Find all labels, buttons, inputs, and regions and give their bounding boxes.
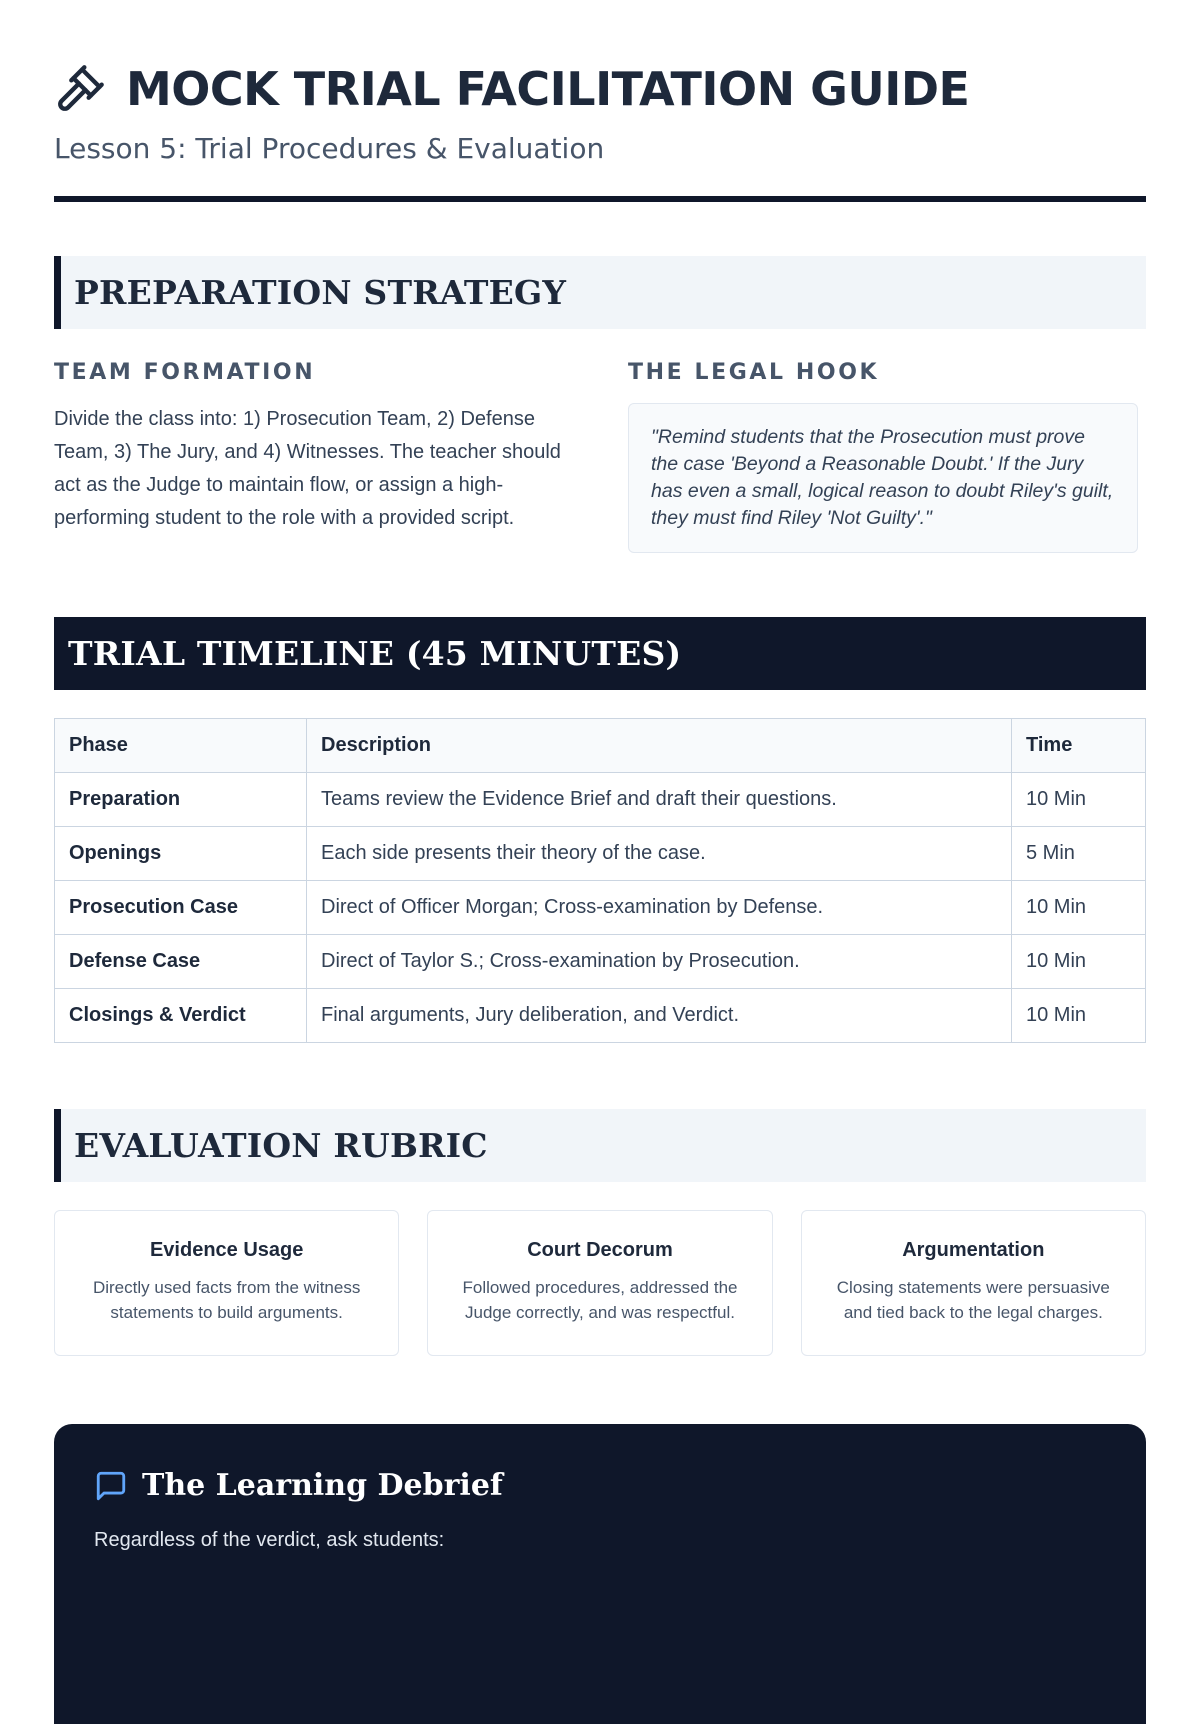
learning-debrief-panel	[54, 1424, 1146, 1724]
legal-hook-quote: "Remind students that the Prosecution must prove the case 'Beyond a Reasonable Doubt.' If the Jury has even a small, logical reason to doubt Riley's guilt, they must find Riley 'Not Guilty'."	[628, 403, 1138, 553]
description-cell: Teams review the Evidence Brief and draft their questions.	[307, 773, 1012, 827]
phase-cell: Defense Case	[55, 935, 307, 989]
time-cell: 10 Min	[1012, 935, 1146, 989]
time-cell: 5 Min	[1012, 827, 1146, 881]
table-row	[55, 935, 1146, 989]
gavel-icon	[54, 63, 106, 115]
table-header-row	[55, 719, 1146, 773]
rubric-card-title: Court Decorum	[527, 1239, 673, 1261]
legal-hook-heading: THE LEGAL HOOK	[628, 360, 880, 385]
time-cell: 10 Min	[1012, 881, 1146, 935]
preparation-heading: PREPARATION STRATEGY	[74, 273, 567, 312]
rubric-card-evidence-usage	[54, 1210, 399, 1356]
table-row	[55, 773, 1146, 827]
debrief-title: The Learning Debrief	[142, 1468, 503, 1503]
phase-cell: Openings	[55, 827, 307, 881]
description-cell: Final arguments, Jury deliberation, and Verdict.	[307, 989, 1012, 1043]
table-row	[55, 827, 1146, 881]
rubric-heading-bar	[54, 1109, 1146, 1182]
debrief-intro: Regardless of the verdict, ask students:	[94, 1529, 445, 1551]
team-formation-text: Divide the class into: 1) Prosecution Team, 2) Defense Team, 3) The Jury, and 4) Witnesses. The teacher should act as the Judge to maintain flow, or assign a high-performing student to the role with a provided script.	[54, 408, 561, 529]
column-header-description: Description	[307, 719, 1012, 773]
document-subtitle: Lesson 5: Trial Procedures & Evaluation	[54, 132, 605, 165]
timeline-heading-bar	[54, 617, 1146, 690]
rubric-card-text: Followed procedures, addressed the Judge correctly, and was respectful.	[462, 1278, 738, 1322]
header-divider	[54, 196, 1146, 202]
phase-cell: Prosecution Case	[55, 881, 307, 935]
timeline-heading: TRIAL TIMELINE (45 MINUTES)	[68, 634, 682, 673]
rubric-card-text: Closing statements were persuasive and tied back to the legal charges.	[836, 1278, 1110, 1322]
chat-bubble-icon	[94, 1469, 128, 1503]
time-cell: 10 Min	[1012, 989, 1146, 1043]
column-header-time: Time	[1012, 719, 1146, 773]
document-title: MOCK TRIAL FACILITATION GUIDE	[126, 62, 970, 116]
team-formation-column	[54, 359, 564, 553]
team-formation-heading: TEAM FORMATION	[54, 360, 316, 385]
preparation-heading-bar	[54, 256, 1146, 329]
rubric-section	[54, 1109, 1146, 1356]
rubric-card-argumentation	[801, 1210, 1146, 1356]
timeline-table	[54, 718, 1146, 1043]
description-cell: Direct of Officer Morgan; Cross-examination by Defense.	[307, 881, 1012, 935]
rubric-card-text: Directly used facts from the witness statements to build arguments.	[92, 1278, 361, 1322]
document-header	[54, 58, 1146, 202]
description-cell: Direct of Taylor S.; Cross-examination by Prosecution.	[307, 935, 1012, 989]
rubric-heading: EVALUATION RUBRIC	[74, 1126, 488, 1165]
table-row	[55, 881, 1146, 935]
rubric-card-court-decorum	[427, 1210, 772, 1356]
table-row	[55, 989, 1146, 1043]
timeline-section	[54, 617, 1146, 1043]
preparation-section	[54, 256, 1146, 553]
description-cell: Each side presents their theory of the case.	[307, 827, 1012, 881]
phase-cell: Closings & Verdict	[55, 989, 307, 1043]
rubric-card-title: Argumentation	[902, 1239, 1045, 1261]
column-header-phase: Phase	[55, 719, 307, 773]
time-cell: 10 Min	[1012, 773, 1146, 827]
legal-hook-column	[628, 359, 1138, 553]
rubric-card-title: Evidence Usage	[149, 1239, 304, 1261]
phase-cell: Preparation	[55, 773, 307, 827]
